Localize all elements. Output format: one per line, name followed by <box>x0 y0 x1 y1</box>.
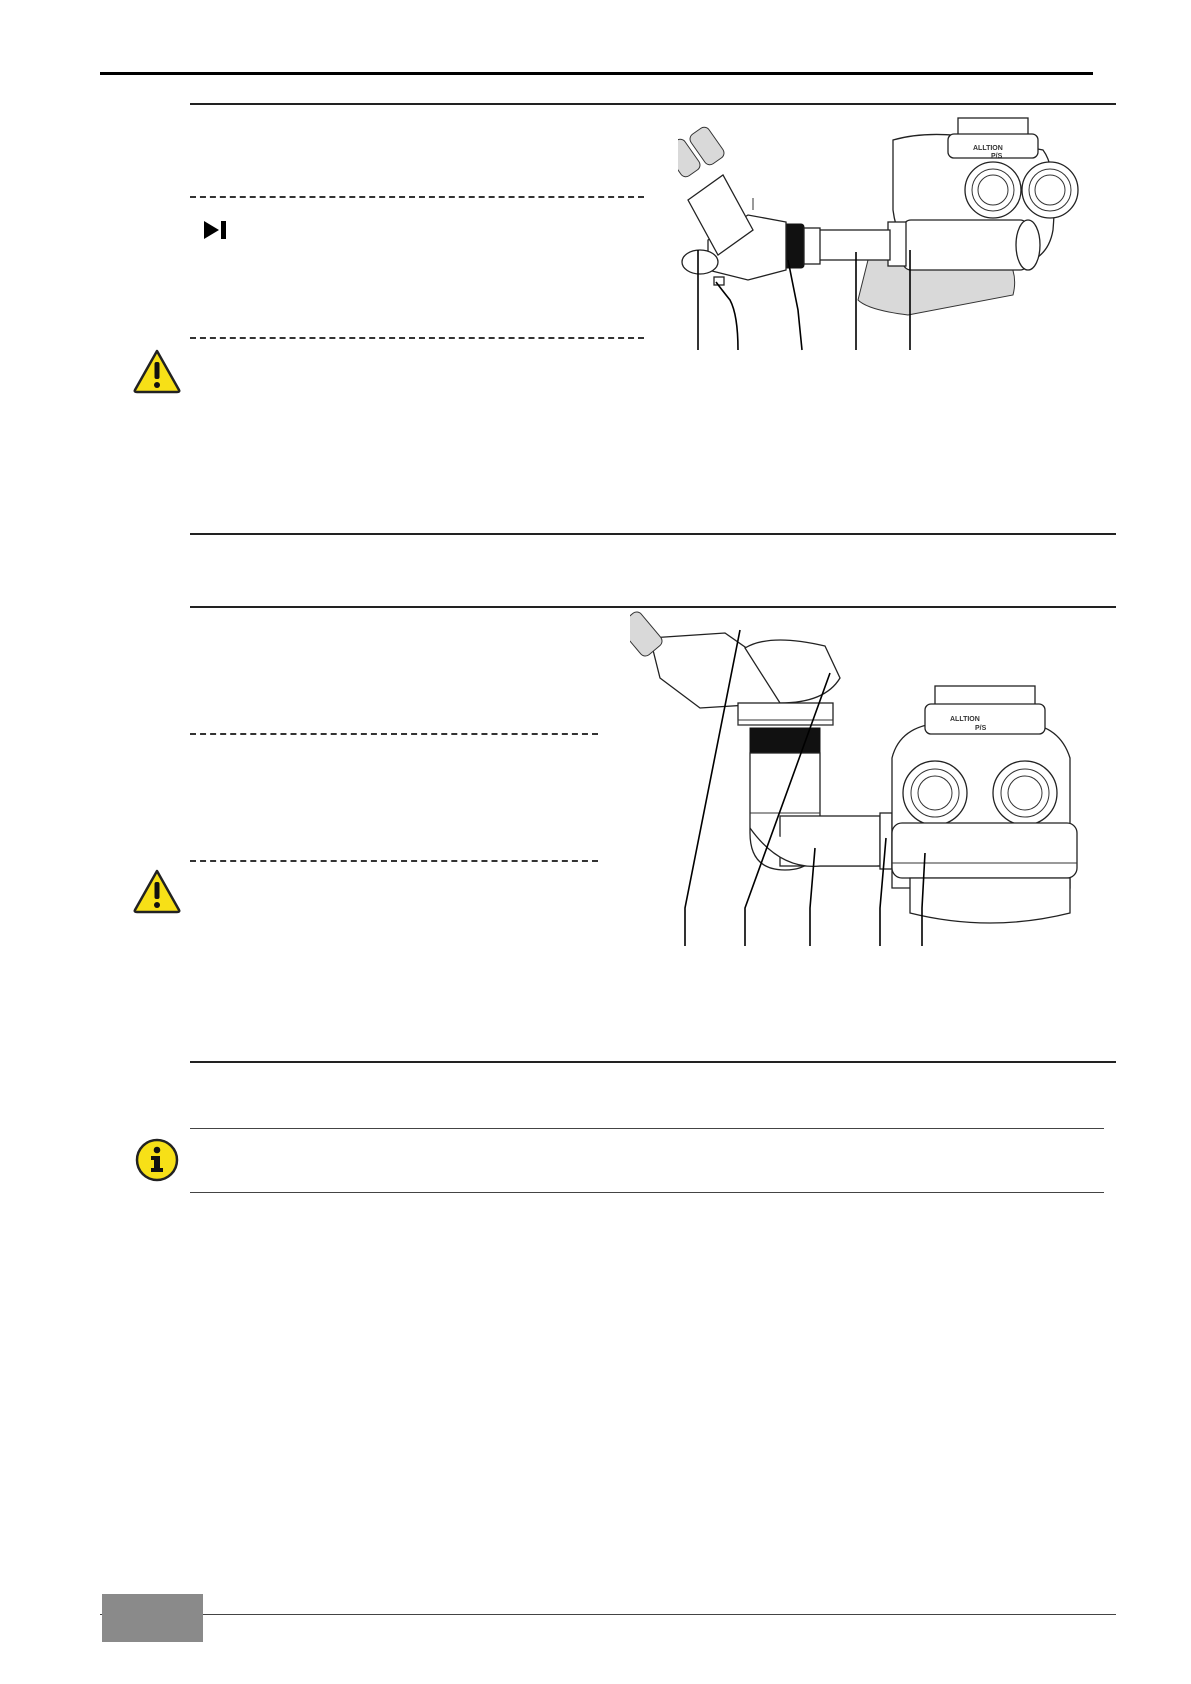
section-1-top-rule <box>190 103 1116 105</box>
section-2-dashed-divider-1 <box>190 733 598 735</box>
section-1-dashed-divider-2 <box>190 337 644 339</box>
header-rule <box>100 72 1093 75</box>
next-step-icon <box>202 219 230 241</box>
warning-triangle-icon <box>132 868 182 914</box>
brand-logo-text-1: ALLTION <box>973 145 1003 152</box>
note-top-rule <box>190 1128 1104 1129</box>
section-1-dashed-divider-1 <box>190 196 644 198</box>
microscope-assembly-drawing-2 <box>630 608 1090 948</box>
section-2-dashed-divider-2 <box>190 860 598 862</box>
note-bottom-rule <box>190 1192 1104 1193</box>
section-3-top-rule <box>190 1061 1116 1063</box>
footer-rule <box>100 1614 1116 1615</box>
section-2-top-rule <box>190 533 1116 535</box>
page-number-tab <box>102 1594 203 1642</box>
microscope-assembly-drawing-1 <box>678 110 1118 355</box>
brand-model-text-2: P/S <box>975 725 987 732</box>
brand-model-text-1: P/S <box>991 153 1003 160</box>
information-circle-icon <box>134 1137 180 1183</box>
brand-logo-text-2: ALLTION <box>950 716 980 723</box>
warning-triangle-icon <box>132 348 182 394</box>
